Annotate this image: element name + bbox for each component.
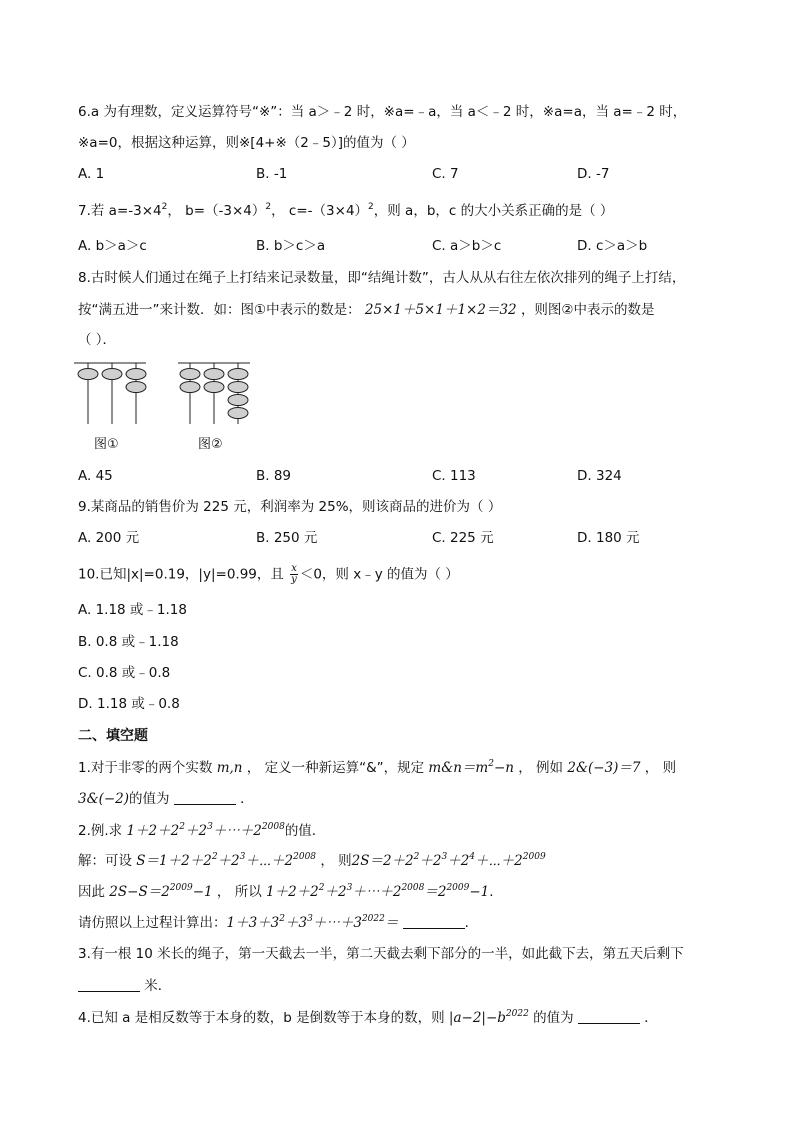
answer-blank [578, 1010, 640, 1024]
f2-line4: 请仿照以上过程计算出：$1+3+3^2+3^3+\cdots+3^{2022}=$ . [78, 914, 469, 931]
section-heading: 二、填空题 [78, 728, 148, 744]
q7-option-b: B. b＞c＞a [256, 238, 326, 254]
q9-option-b: B. 250 元 [256, 530, 318, 546]
q9-stem: 9.某商品的销售价为 225 元，利润率为 25%，则该商品的进价为（ ） [78, 499, 502, 515]
q9-option-a: A. 200 元 [78, 530, 140, 546]
q10-option-a: A. 1.18 或﹣1.18 [78, 602, 187, 618]
q8-formula: 25×1＋5×1＋1×2＝32 [364, 302, 517, 318]
answer-blank [78, 978, 140, 992]
f3-line2: 米． [78, 976, 171, 996]
q7-stem: 7.若 $a=-3\times 4^2$， $b=(-3\times 4)^2$， $c=-(3\times 4)^2$，则 a，b，c 的大小关系正确的是（ ） [78, 202, 614, 219]
q7-option-d: D. c＞a＞b [577, 238, 648, 254]
f3-line1: 3.有一根 10 米长的绳子，第一天截去一半，第二天截去剩下部分的一半，如此截下去，第五天后剩下 [78, 946, 684, 962]
q10-option-d: D. 1.18 或﹣0.8 [78, 696, 180, 712]
knot [228, 408, 248, 419]
q8-option-c: C. 113 [432, 468, 476, 484]
q8-option-a: A. 45 [78, 468, 113, 484]
q6-line2: ※a=0，根据这种运算，则※[4+※（2﹣5）]的值为（ ） [78, 135, 415, 151]
q6-option-c: C. 7 [432, 166, 459, 182]
q9-option-c: C. 225 元 [432, 530, 494, 546]
q6-line1: 6.a 为有理数，定义运算符号“※”：当 a＞﹣2 时，※a=﹣a，当 a＜﹣2 时，※a=a，当 a=﹣2 时， [78, 104, 687, 120]
q9-option-d: D. 180 元 [577, 530, 640, 546]
knot [180, 382, 200, 393]
knot [180, 369, 200, 380]
q6-option-d: D. -7 [577, 166, 610, 182]
knot [126, 369, 146, 380]
q7-option-c: C. a＞b＞c [432, 238, 502, 254]
figure-1-label: 图① [94, 437, 119, 452]
f2-line2: 解：可设 $S=1+2+2^2+2^3+\cdots+2^{2008}$ ， 则$2S=2+2^2+2^3+2^4+\cdots+2^{2009}$ [78, 852, 546, 869]
answer-blank [403, 915, 465, 929]
knot [228, 369, 248, 380]
figure-2 [178, 363, 250, 424]
q8-option-d: D. 324 [577, 468, 622, 484]
figure-1 [74, 363, 146, 424]
knot [204, 382, 224, 393]
knot [228, 395, 248, 406]
f2-line3: 因此 $2S-S=2^{2009}-1$ ， 所以 $1+2+2^2+2^3+\cdots+2^{2008}=2^{2009}-1$. [78, 883, 494, 900]
f1-line2: 3&(−2)的值为 ． [78, 791, 254, 807]
knot [204, 369, 224, 380]
f1-line1: 1.对于非零的两个实数 m,n ， 定义一种新运算“&”，规定 $m\&n=m^2-n$ ， 例如 2&(−3)＝7 ， 则 [78, 759, 677, 776]
knot-figures [74, 358, 264, 456]
f4-line: 4.已知 a 是相反数等于本身的数，b 是倒数等于本身的数，则 $|a-2|-b^{2022}$ 的值为 ． [78, 1009, 658, 1026]
q8-option-b: B. 89 [256, 468, 292, 484]
answer-blank [174, 791, 236, 805]
figure-2-label: 图② [198, 437, 223, 452]
fraction-x-over-y: $\frac{x}{y}$ [291, 563, 297, 585]
q10-stem: 10.已知|x|=0.19，|y|=0.99，且 $\frac{x}{y}$ ＜0，则 x﹣y 的值为（ ） [78, 563, 459, 585]
knot [78, 369, 98, 380]
q8-line2: 按“满五进一”来计数．如：图①中表示的数是： 25×1＋5×1＋1×2＝32 ，则图②中表示的数是 [78, 302, 655, 318]
f2-line1: 2.例.求 $1+2+2^2+2^3+\cdots+2^{2008}$的值. [78, 822, 317, 839]
q7-option-a: A. b＞a＞c [78, 238, 147, 254]
knot [102, 369, 122, 380]
q6-option-a: A. 1 [78, 166, 105, 182]
q8-line1: 8.古时候人们通过在绳子上打结来记录数量，即“结绳计数”，古人从从右往左依次排列的绳子上打结， [78, 270, 686, 286]
knot [228, 382, 248, 393]
q6-option-b: B. -1 [256, 166, 288, 182]
q10-option-b: B. 0.8 或﹣1.18 [78, 634, 179, 650]
q8-line3: （ ）． [78, 332, 117, 348]
knot [126, 382, 146, 393]
q10-option-c: C. 0.8 或﹣0.8 [78, 665, 171, 681]
